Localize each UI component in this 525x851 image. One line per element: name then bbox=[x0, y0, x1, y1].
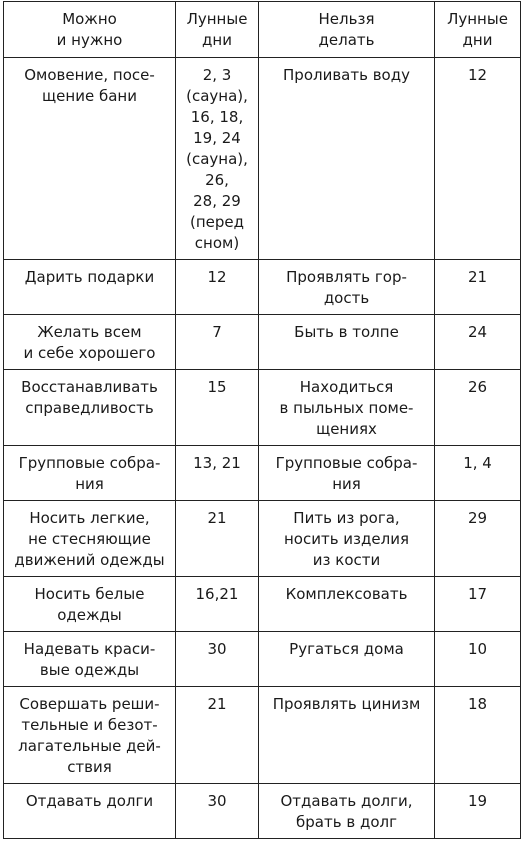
cell-dont: Проявлять цинизм bbox=[259, 687, 435, 784]
cell-do-days: 15 bbox=[176, 370, 259, 446]
table-row bbox=[4, 446, 521, 501]
cell-dont: Быть в толпе bbox=[259, 315, 435, 370]
cell-dont-days: 21 bbox=[435, 260, 521, 315]
table-row bbox=[4, 577, 521, 632]
cell-do: Носить белые одежды bbox=[4, 577, 176, 632]
table-row bbox=[4, 501, 521, 577]
lunar-days-table bbox=[3, 1, 521, 839]
cell-do-days: 7 bbox=[176, 315, 259, 370]
cell-dont-days: 17 bbox=[435, 577, 521, 632]
header-cannot-do: Нельзя делать bbox=[259, 2, 435, 58]
cell-dont: Комплексовать bbox=[259, 577, 435, 632]
header-can-do: Можно и нужно bbox=[4, 2, 176, 58]
cell-dont-days: 1, 4 bbox=[435, 446, 521, 501]
table-row bbox=[4, 315, 521, 370]
cell-dont: Ругаться дома bbox=[259, 632, 435, 687]
table-row bbox=[4, 784, 521, 839]
table-row bbox=[4, 370, 521, 446]
cell-dont-days: 24 bbox=[435, 315, 521, 370]
cell-do-days: 21 bbox=[176, 687, 259, 784]
header-lunar-days-do: Лунные дни bbox=[176, 2, 259, 58]
cell-do: Омовение, посе- щение бани bbox=[4, 58, 176, 260]
cell-do: Носить легкие, не стесняющие движений одежды bbox=[4, 501, 176, 577]
cell-do: Отдавать долги bbox=[4, 784, 176, 839]
cell-dont-days: 29 bbox=[435, 501, 521, 577]
cell-do-days: 2, 3 (сауна), 16, 18, 19, 24 (сауна), 26, 28, 29 (перед сном) bbox=[176, 58, 259, 260]
cell-do-days: 13, 21 bbox=[176, 446, 259, 501]
cell-dont-days: 12 bbox=[435, 58, 521, 260]
cell-dont: Проливать воду bbox=[259, 58, 435, 260]
cell-dont: Проявлять гор- дость bbox=[259, 260, 435, 315]
cell-dont-days: 26 bbox=[435, 370, 521, 446]
cell-do-days: 21 bbox=[176, 501, 259, 577]
cell-do: Надевать краси- вые одежды bbox=[4, 632, 176, 687]
cell-dont: Отдавать долги, брать в долг bbox=[259, 784, 435, 839]
table-row bbox=[4, 632, 521, 687]
cell-do: Желать всем и себе хорошего bbox=[4, 315, 176, 370]
cell-do-days: 30 bbox=[176, 632, 259, 687]
table-row bbox=[4, 687, 521, 784]
cell-dont-days: 19 bbox=[435, 784, 521, 839]
cell-do: Совершать реши- тельные и безот- лагательные дей- ствия bbox=[4, 687, 176, 784]
cell-dont-days: 10 bbox=[435, 632, 521, 687]
cell-do-days: 30 bbox=[176, 784, 259, 839]
cell-dont: Пить из рога, носить изделия из кости bbox=[259, 501, 435, 577]
cell-do-days: 12 bbox=[176, 260, 259, 315]
cell-do-days: 16,21 bbox=[176, 577, 259, 632]
cell-do: Дарить подарки bbox=[4, 260, 176, 315]
cell-do: Восстанавливать справедливость bbox=[4, 370, 176, 446]
table-row bbox=[4, 58, 521, 260]
cell-dont: Находиться в пыльных поме- щениях bbox=[259, 370, 435, 446]
cell-do: Групповые собра- ния bbox=[4, 446, 176, 501]
header-row bbox=[4, 2, 521, 58]
header-lunar-days-dont: Лунные дни bbox=[435, 2, 521, 58]
cell-dont-days: 18 bbox=[435, 687, 521, 784]
table-row bbox=[4, 260, 521, 315]
cell-dont: Групповые собра- ния bbox=[259, 446, 435, 501]
